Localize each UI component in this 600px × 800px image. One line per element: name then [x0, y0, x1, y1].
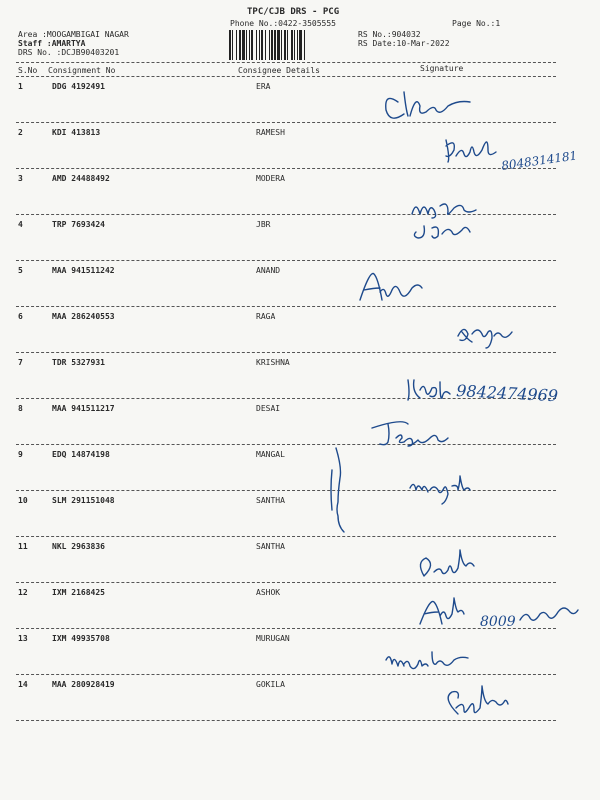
row-divider [16, 398, 556, 399]
barcode-bar [232, 30, 233, 60]
barcode-bar [261, 30, 263, 60]
row-consignee: SANTHA [256, 496, 285, 505]
barcode-bar [239, 30, 241, 60]
row-sno: 5 [18, 266, 23, 275]
barcode-bar [291, 30, 293, 60]
col-consignee: Consignee Details [238, 66, 320, 75]
row-consignment: IXM 49935708 [52, 634, 110, 643]
barcode [228, 30, 350, 60]
row-consignee: DESAI [256, 404, 281, 413]
barcode-bar [251, 30, 253, 60]
row-sno: 2 [18, 128, 23, 137]
row-sno: 3 [18, 174, 23, 183]
row-sno: 12 [18, 588, 28, 597]
row-divider [16, 260, 556, 261]
row-divider [16, 306, 556, 307]
row-consignment: MAA 280928419 [52, 680, 115, 689]
barcode-bar [281, 30, 282, 60]
phone-handwritten-1: 8048314181 [500, 148, 579, 173]
row-sno: 8 [18, 404, 23, 413]
barcode-bar [249, 30, 250, 60]
row-consignee: JBR [256, 220, 271, 229]
barcode-bar [242, 30, 245, 60]
rs-number: RS No.:904032 [358, 30, 421, 39]
barcode-bar [299, 30, 302, 60]
row-sno: 11 [18, 542, 28, 551]
row-consignee: KRISHNA [256, 358, 290, 367]
row-consignee: MURUGAN [256, 634, 290, 643]
phone-handwritten-3: 8009 [480, 614, 516, 630]
row-sno: 10 [18, 496, 28, 505]
row-consignee: RAGA [256, 312, 276, 321]
barcode-bar [271, 30, 273, 60]
barcode-bar [259, 30, 260, 60]
row-sno: 9 [18, 450, 23, 459]
row-consignee: GOKILA [256, 680, 285, 689]
barcode-bar [256, 30, 257, 60]
row-divider [16, 168, 556, 169]
barcode-bar [236, 30, 237, 60]
row-consignment: NKL 2963836 [52, 542, 105, 551]
row-divider [16, 122, 556, 123]
row-sno: 7 [18, 358, 23, 367]
row-divider [16, 674, 556, 675]
row-consignment: AMD 24488492 [52, 174, 110, 183]
barcode-bar [274, 30, 276, 60]
row-consignee: MODERA [256, 174, 285, 183]
row-consignment: TDR 5327931 [52, 358, 105, 367]
barcode-bar [229, 30, 231, 60]
sheet-title: TPC/CJB DRS - PCG [247, 7, 340, 17]
columns-divider [16, 76, 556, 77]
row-sno: 6 [18, 312, 23, 321]
phone-number: Phone No.:0422-3505555 [230, 19, 336, 28]
header-divider [16, 62, 556, 63]
row-sno: 13 [18, 634, 28, 643]
row-consignment: SLM 291151048 [52, 496, 115, 505]
barcode-bar [297, 30, 298, 60]
row-consignee: ANAND [256, 266, 281, 275]
barcode-bar [269, 30, 270, 60]
barcode-bar [246, 30, 247, 60]
row-divider [16, 444, 556, 445]
row-divider [16, 628, 556, 629]
barcode-bar [265, 30, 266, 60]
phone-handwritten-2: 9842474969 [455, 381, 559, 406]
row-consignment: MAA 941511217 [52, 404, 115, 413]
row-divider [16, 490, 556, 491]
barcode-bar [284, 30, 286, 60]
barcode-bar [277, 30, 280, 60]
rs-date: RS Date:10-Mar-2022 [358, 39, 450, 48]
row-consignee: ASHOK [256, 588, 281, 597]
staff-label: Staff :AMARTYA [18, 39, 86, 48]
row-consignment: KDI 413813 [52, 128, 101, 137]
row-consignee: SANTHA [256, 542, 285, 551]
row-consignment: MAA 286240553 [52, 312, 115, 321]
col-consignment: Consignment No [48, 66, 116, 75]
row-sno: 4 [18, 220, 23, 229]
row-consignment: EDQ 14874198 [52, 450, 110, 459]
row-divider [16, 536, 556, 537]
row-sno: 14 [18, 680, 28, 689]
area-label: Area :MOOGAMBIGAI NAGAR [18, 30, 129, 39]
barcode-bar [304, 30, 305, 60]
row-consignment: IXM 2168425 [52, 588, 105, 597]
row-sno: 1 [18, 82, 23, 91]
row-consignment: TRP 7693424 [52, 220, 105, 229]
row-consignee: MANGAL [256, 450, 285, 459]
col-sno: S.No [18, 66, 38, 75]
row-divider [16, 214, 556, 215]
row-consignment: DDG 4192491 [52, 82, 105, 91]
row-divider [16, 582, 556, 583]
row-divider [16, 352, 556, 353]
page-number: Page No.:1 [452, 19, 501, 28]
drs-number: DRS No. :DCJB90403201 [18, 48, 120, 57]
row-consignment: MAA 941511242 [52, 266, 115, 275]
row-divider [16, 720, 556, 721]
col-signature: Signature [420, 64, 464, 73]
barcode-bar [287, 30, 288, 60]
row-consignee: ERA [256, 82, 271, 91]
row-consignee: RAMESH [256, 128, 285, 137]
barcode-bar [294, 30, 295, 60]
